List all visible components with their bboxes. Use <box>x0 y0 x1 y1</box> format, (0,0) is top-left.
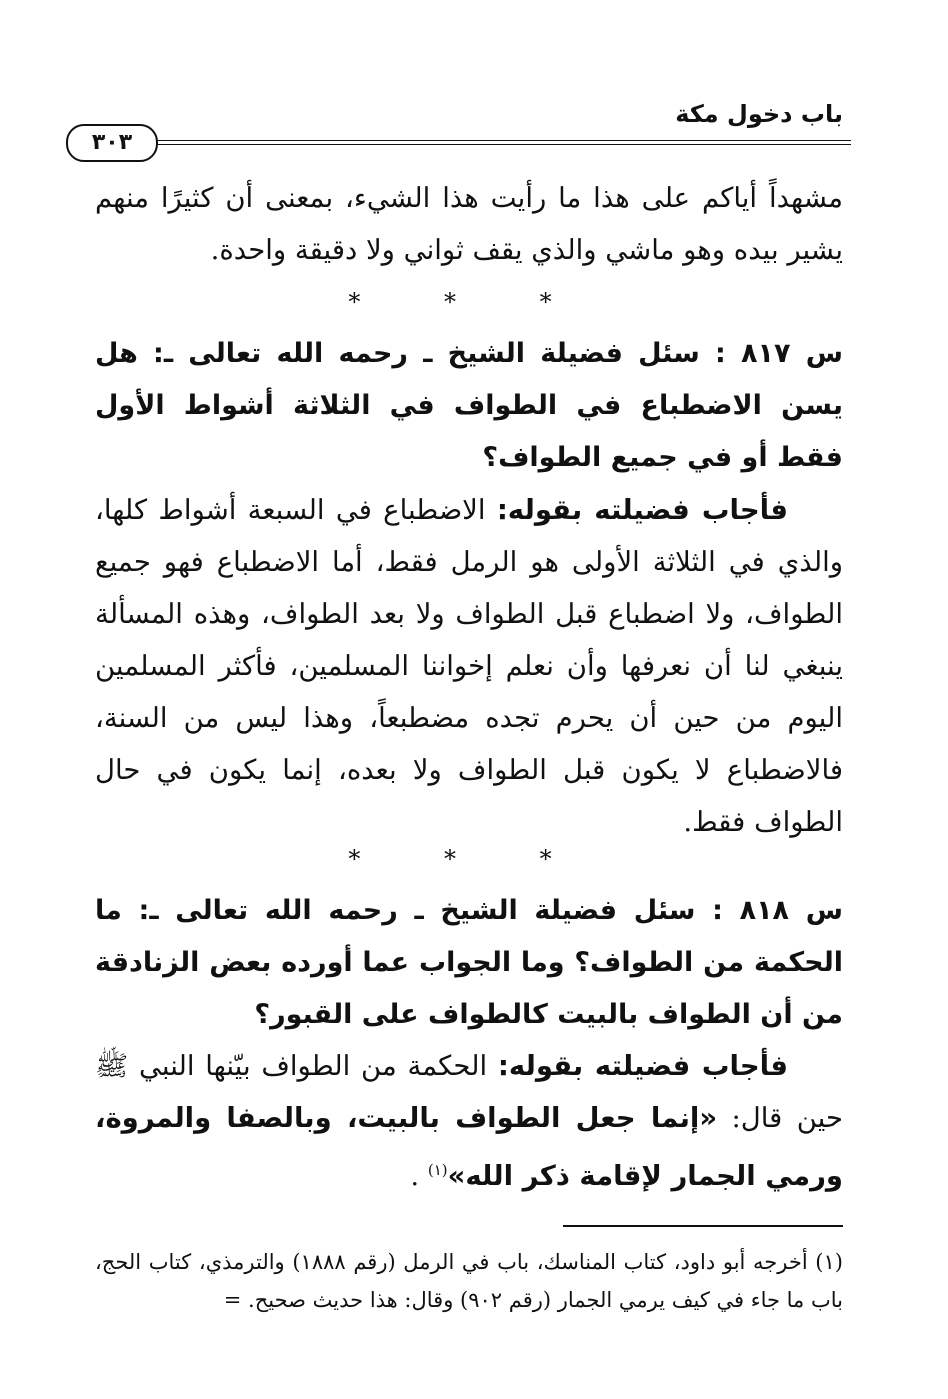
answer-817 <box>95 484 843 848</box>
question-817: س ٨١٧ : سئل فضيلة الشيخ ـ رحمه الله تعالى ـ: هل يسن الاضطباع في الطواف في الثلاثة أشواط الأول فقط أو في جميع الطواف؟ <box>95 338 843 473</box>
answer-818-text: الحكمة من الطواف بيّنها النبي ﷺ حين قال: <box>95 1050 843 1134</box>
answer-lead: فأجاب فضيلته بقوله: <box>496 494 788 526</box>
answer-lead: فأجاب فضيلته بقوله: <box>497 1050 789 1082</box>
footnote: (١) أخرجه أبو داود، كتاب المناسك، باب في الرمل (رقم ١٨٨٨) والترمذي، كتاب الحج، باب ما جاء في كيف يرمي الجمار (رقم ٩٠٢) وقال: هذا حديث صحيح. = <box>95 1250 843 1312</box>
question-818: س ٨١٨ : سئل فضيلة الشيخ ـ رحمه الله تعالى ـ: ما الحكمة من الطواف؟ وما الجواب عما أورده بعض الزنادقة من أن الطواف بالبيت كالطواف على القبور؟ <box>95 895 843 1030</box>
intro-paragraph: مشهداً أياكم على هذا ما رأيت هذا الشيء، بمعنى أن كثيرًا منهم يشير بيده وهو ماشي والذي يقف ثواني ولا دقيقة واحدة. <box>95 182 843 266</box>
sentence-end: . <box>410 1160 420 1193</box>
section-separator: * * * <box>348 288 590 316</box>
section-separator: * * * <box>348 845 590 873</box>
chapter-title: باب دخول مكة <box>675 100 843 128</box>
header-rule <box>150 140 851 145</box>
answer-818 <box>95 1040 843 1202</box>
hadith-quote: «إنما جعل الطواف بالبيت، وبالصفا والمروة، ورمي الجمار لإقامة ذكر الله» <box>95 1102 843 1193</box>
page-number: ٣٠٣ <box>66 124 158 162</box>
footnote-marker[interactable]: (١) <box>427 1161 448 1179</box>
answer-817-text: الاضطباع في السبعة أشواط كلها، والذي في الثلاثة الأولى هو الرمل فقط، أما الاضطباع فهو جميع الطواف، ولا اضطباع قبل الطواف ولا بعد الطواف، وهذه المسألة ينبغي لنا أن نعرفها وأن نعلم إخواننا المسلمين، فأكثر المسلمين اليوم من حين أن يحرم تجده مضطبعاً، وهذا ليس من السنة، فالاضطباع لا يكون قبل الطواف ولا بعده، إنما يكون في حال الطواف فقط. <box>95 494 843 838</box>
footnote-rule <box>563 1225 843 1227</box>
